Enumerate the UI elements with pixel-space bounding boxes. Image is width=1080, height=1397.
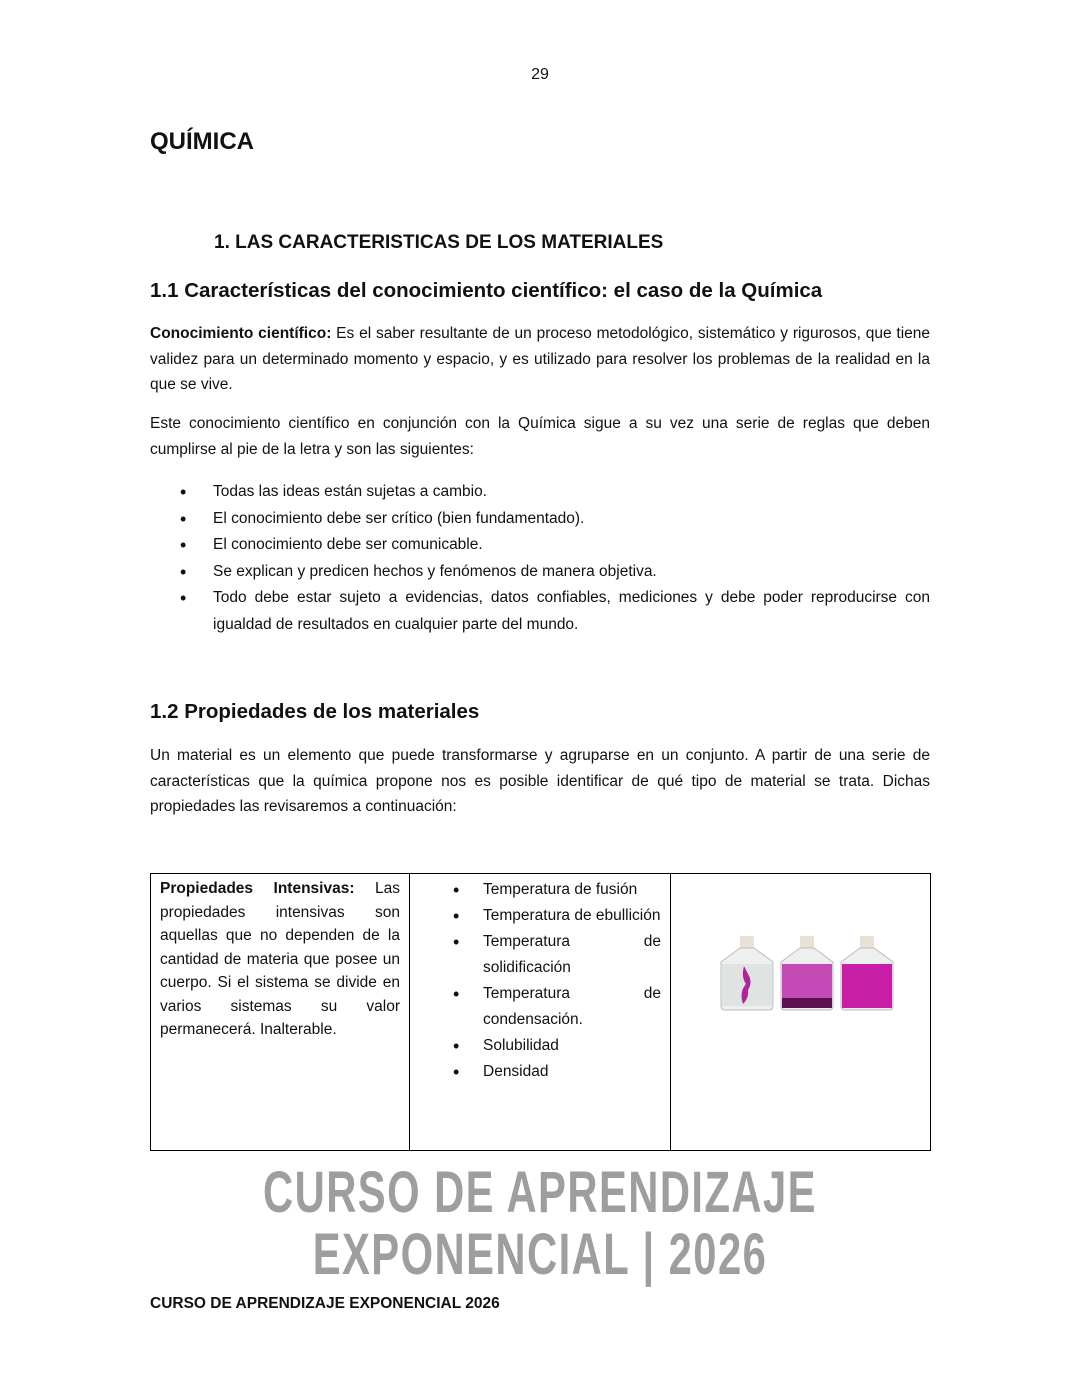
section-heading-1-1: 1.1 Características del conocimiento científico: el caso de la Química — [150, 279, 823, 302]
watermark-line-1: CURSO DE APRENDIZAJE — [263, 1160, 817, 1225]
page-number: 29 — [531, 66, 549, 83]
materials-paragraph: Un material es un elemento que puede transformarse y agruparse en un conjunto. A partir de una serie de características que la química propone nos es posible identificar de qué tipo de material se trata. Dichas propiedades las revisaremos a continuación: — [150, 747, 930, 815]
list-item: • Temperatura de solidificación — [419, 929, 661, 981]
rules-list — [150, 479, 930, 638]
footer-text: CURSO DE APRENDIZAJE EXPONENCIAL 2026 — [150, 1295, 500, 1312]
bottles-illustration — [715, 932, 895, 1012]
list-item: • Temperatura de condensación. — [419, 981, 661, 1033]
list-item: • El conocimiento debe ser comunicable. — [150, 532, 930, 559]
intensive-term: Propiedades Intensivas: — [160, 880, 355, 897]
bottles-image — [715, 932, 895, 1012]
intensive-text: Las propiedades intensivas son aquellas que no dependen de la cantidad de materia que posee un cuerpo. Si el sistema se divide en varios sistemas su valor permanecerá. Inalterable. — [160, 880, 400, 1038]
list-item: • Densidad — [419, 1059, 661, 1085]
section-heading-1-2: 1.2 Propiedades de los materiales — [150, 700, 480, 723]
list-item: • Todas las ideas están sujetas a cambio. — [150, 479, 930, 506]
properties-list-cell — [410, 874, 671, 1151]
watermark-line-2: EXPONENCIAL | 2026 — [312, 1222, 768, 1287]
definition-term: Conocimiento científico: — [150, 325, 332, 342]
subject-title: QUÍMICA — [150, 128, 254, 155]
list-item: • Temperatura de fusión — [419, 877, 661, 903]
properties-table — [150, 873, 931, 1151]
properties-list — [419, 877, 661, 1085]
list-item: • Temperatura de ebullición — [419, 903, 661, 929]
intro-paragraph: Este conocimiento científico en conjunción con la Química sigue a su vez una serie de reglas que deben cumplirse al pie de la letra y son las siguientes: — [150, 415, 930, 458]
image-cell — [671, 874, 931, 1151]
chapter-heading: 1. LAS CARACTERISTICAS DE LOS MATERIALES — [214, 232, 664, 253]
definition-text: Es el saber resultante de un proceso metodológico, sistemático y rigurosos, que tiene validez para un determinado momento y espacio, y es utilizado para resolver los problemas de la realidad en la que se vive. — [150, 325, 930, 393]
list-item: • Solubilidad — [419, 1033, 661, 1059]
intensive-properties-description — [151, 874, 410, 1151]
definition-paragraph — [150, 321, 930, 398]
list-item: • El conocimiento debe ser crítico (bien fundamentado). — [150, 506, 930, 533]
list-item: • Todo debe estar sujeto a evidencias, datos confiables, mediciones y debe poder reproducirse con igualdad de resultados en cualquier parte del mundo. — [150, 585, 930, 638]
list-item: • Se explican y predicen hechos y fenómenos de manera objetiva. — [150, 559, 930, 586]
